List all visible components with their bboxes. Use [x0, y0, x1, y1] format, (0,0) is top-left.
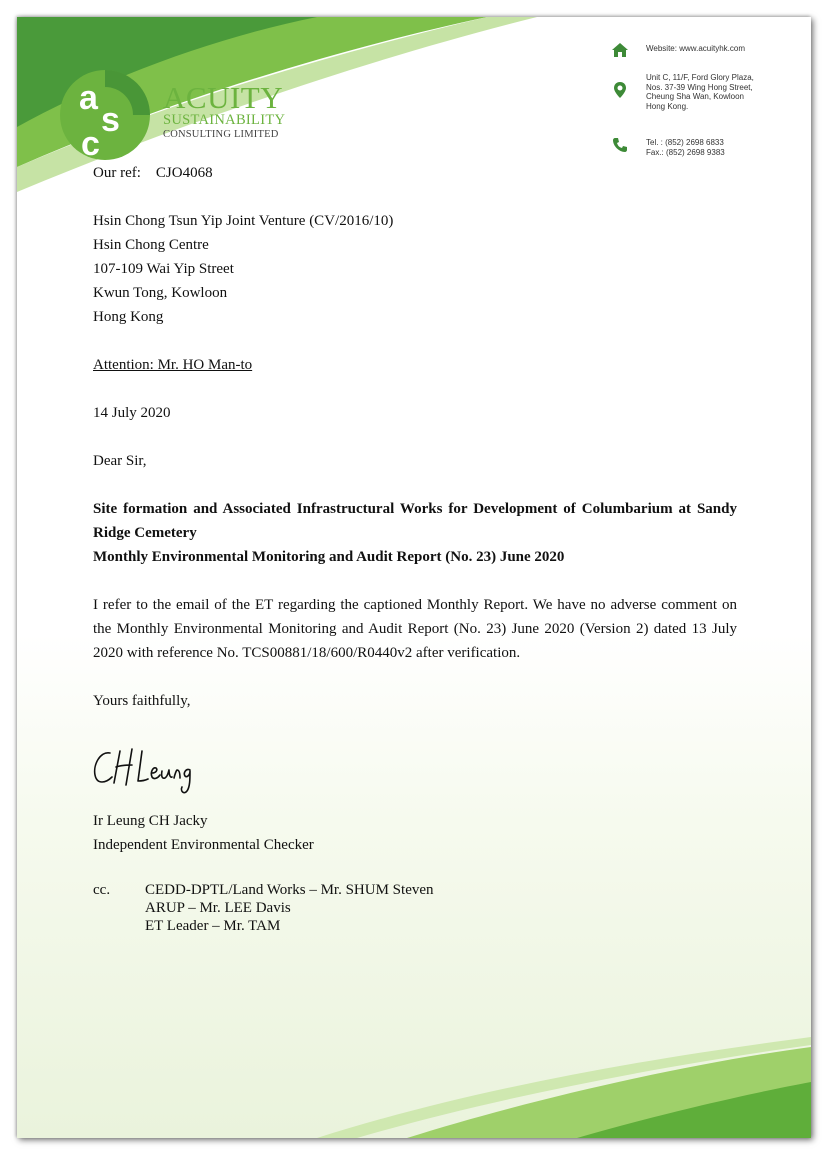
- subject-line-1: Site formation and Associated Infrastructural Works for Development of Columbarium at Sandy Ridge Cemetery: [93, 501, 737, 541]
- attention-line: Attention: Mr. HO Man-to: [93, 357, 253, 373]
- company-logo: [59, 69, 309, 169]
- phone-icon: [611, 136, 629, 154]
- cc-item: CEDD-DPTL/Land Works – Mr. SHUM Steven: [145, 882, 434, 898]
- our-ref-label: Our ref:: [93, 165, 141, 181]
- contact-address: Unit C, 11/F, Ford Glory Plaza, Nos. 37-39 Wing Hong Street, Cheung Sha Wan, Kowloon Hong Kong.: [646, 73, 754, 111]
- logo-letter-c: c: [81, 125, 100, 163]
- home-icon: [611, 41, 629, 59]
- asc-logo-mark: [59, 69, 159, 169]
- cc-label: cc.: [93, 882, 111, 898]
- signer-name: Ir Leung CH Jacky: [93, 813, 208, 829]
- signer-title: Independent Environmental Checker: [93, 837, 314, 853]
- cc-item: ET Leader – Mr. TAM: [145, 918, 281, 934]
- closing: Yours faithfully,: [93, 693, 191, 709]
- our-ref: [93, 161, 213, 185]
- letter-page: [17, 17, 811, 1138]
- recipient-line: Hong Kong: [93, 309, 164, 325]
- contact-website: Website: www.acuityhk.com: [646, 44, 745, 53]
- recipient-line: Hsin Chong Tsun Yip Joint Venture (CV/2016/10): [93, 213, 394, 229]
- location-pin-icon: [611, 81, 629, 99]
- recipient-line: 107-109 Wai Yip Street: [93, 261, 234, 277]
- subject-line-2: Monthly Environmental Monitoring and Audit Report (No. 23) June 2020: [93, 549, 565, 565]
- contact-phone: Tel. : (852) 2698 6833 Fax.: (852) 2698 9383: [646, 138, 725, 157]
- recipient-line: Hsin Chong Centre: [93, 237, 209, 253]
- body-paragraph: I refer to the email of the ET regarding the captioned Monthly Report. We have no adverse comment on the Monthly Environmental Monitoring and Audit Report (No. 23) June 2020 (Version 2) dated 13 July 2020 with reference No. TCS00881/18/600/R0440v2 after verification.: [93, 597, 737, 661]
- cc-item: ARUP – Mr. LEE Davis: [145, 900, 291, 916]
- logo-letter-a: a: [79, 79, 98, 117]
- company-name-line1: ACUITY: [163, 80, 284, 115]
- handwritten-signature: [90, 743, 200, 799]
- recipient-address: [93, 209, 393, 329]
- our-ref-value: CJO4068: [155, 165, 213, 181]
- salutation: Dear Sir,: [93, 453, 147, 469]
- letter-date: 14 July 2020: [93, 405, 171, 421]
- logo-letter-s: s: [101, 101, 120, 139]
- recipient-line: Kwun Tong, Kowloon: [93, 285, 228, 301]
- company-name: [163, 80, 286, 141]
- company-name-line3: CONSULTING LIMITED: [163, 129, 279, 140]
- company-name-line2: SUSTAINABILITY: [163, 112, 286, 128]
- footer-swoosh-decoration: [17, 1017, 811, 1138]
